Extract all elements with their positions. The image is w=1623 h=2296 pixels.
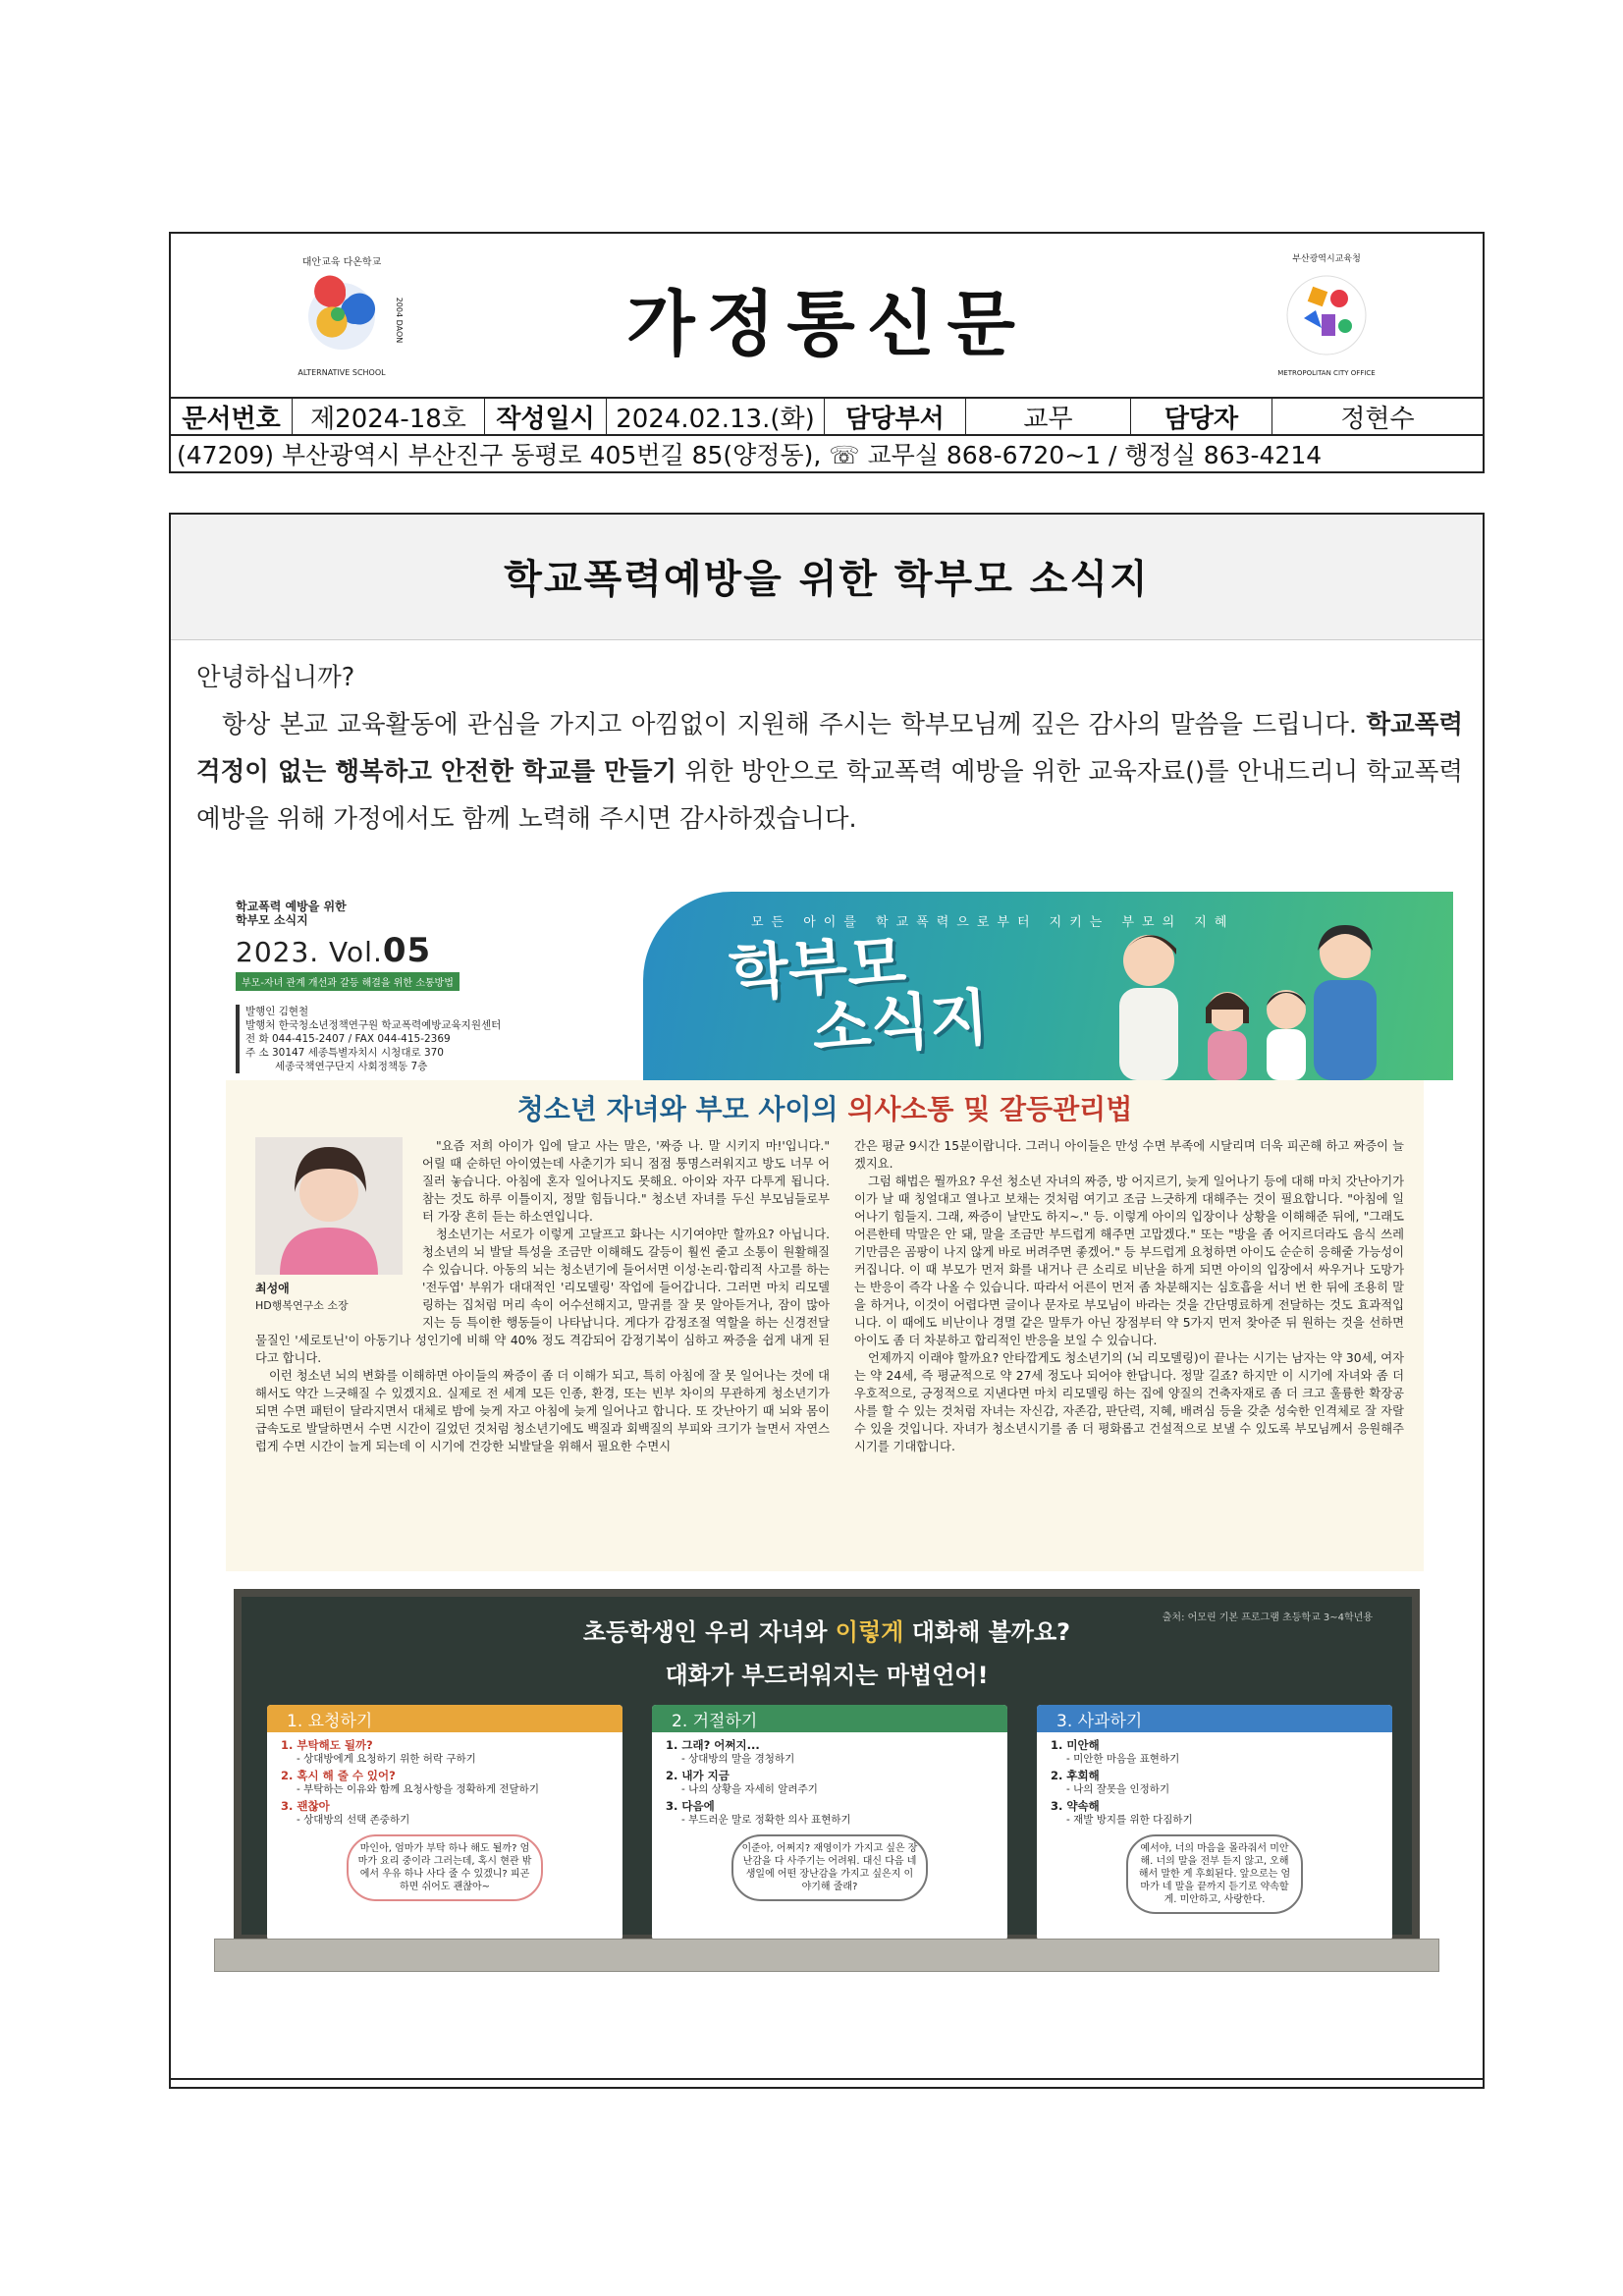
person-value: 정현수 <box>1340 404 1415 434</box>
panel-apologize-head: 3. 사과하기 <box>1037 1705 1392 1732</box>
svg-text:부산광역시교육청: 부산광역시교육청 <box>1292 254 1361 264</box>
masthead-line-2: 학부모 소식지 <box>236 913 308 927</box>
panel-refuse-item-2-title: 2. 내가 지금 <box>666 1769 730 1782</box>
panel-apologize-item-2 <box>1051 1769 1379 1782</box>
col2-para-1: 간은 평균 9시간 15분이랍니다. 그러니 아이들은 만성 수면 부족에 시달리며 더욱 피곤해 하고 짜증이 늘겠지요. <box>854 1139 1404 1171</box>
panel-apologize-item-2-desc: - 나의 잘못을 인정하기 <box>1066 1783 1170 1795</box>
svg-text:ALTERNATIVE SCHOOL: ALTERNATIVE SCHOOL <box>298 368 386 377</box>
banner-subtitle: 모든 아이를 학교폭력으로부터 지키는 부모의 지혜 <box>751 915 1235 930</box>
date-value: 2024.02.13.(화) <box>607 399 825 434</box>
article-title <box>226 1088 1424 1127</box>
greeting: 안녕하십니까? <box>196 663 355 692</box>
board-title-1a: 초등학생인 우리 자녀와 <box>582 1618 836 1646</box>
dept-value: 교무 <box>966 399 1131 434</box>
newsletter-banner <box>643 892 1453 1080</box>
publisher-address-2: 세종국책연구단지 사회정책동 7층 <box>275 1061 428 1072</box>
board-title-1b: 대화해 볼까요? <box>903 1618 1071 1646</box>
newsletter-image <box>196 892 1453 1987</box>
newsletter-article <box>226 1080 1424 1571</box>
busan-education-office-logo-icon <box>1261 249 1392 381</box>
letter-body-emphasis: 학교폭력 걱정이 없는 행복하고 안전한 학교를 만들기 <box>196 710 1463 787</box>
panel-refuse-item-3-title: 3. 다음에 <box>666 1799 715 1813</box>
panel-refuse-item-2 <box>666 1769 994 1782</box>
date-label: 작성일시 <box>485 399 607 434</box>
panel-request-item-3-title: 3. 괜찮아 <box>281 1799 330 1813</box>
letter-body <box>196 701 1463 843</box>
board-title-2: 대화가 부드러워지는 마법언어! <box>665 1662 989 1689</box>
panel-request-item-1-desc: - 상대방에게 요청하기 위한 허락 구하기 <box>297 1753 476 1765</box>
article-title-b: 의사소통 및 갈등관리법 <box>847 1093 1133 1125</box>
letter-body-part-a: 항상 본교 교육활동에 관심을 가지고 아낌없이 지원해 주시는 학부모님께 깊은 감사의 말씀을 드립니다. <box>222 710 1367 739</box>
section-title: 학교폭력예방을 위한 학부모 소식지 <box>504 557 1150 602</box>
col1-para-2: 청소년기는 서로가 이렇게 고달프고 화나는 시기여야만 할까요? 아닙니다. 청소년의 뇌 발달 특성을 조금만 이해해도 갈등이 훨씬 줄고 소통이 원활해질 수 있습니다. 아동의 뇌는 청소년기에 들어서면 이성·논리·합리적 사고를 하는 '전두엽' 부위가 대대적인 '리모델링' 작업에 들어갑니다. 그러면 마치 리모델링하는 집처럼 머리 속이 어수선해지고, 말귀를 잘 못 알아듣거나, 잠이 많아지는 등 특이한 행동들이 나타납니다. 게다가 감정조절 역할을 하는 신경전달물질인 '세로토닌'이 아동기나 성인기에 비해 약 40% 정도 격감되어 감정기복이 심하고 짜증을 쉽게 내게 된다고 합니다. <box>255 1228 830 1365</box>
col2-para-2: 그럼 해법은 뭘까요? 우선 청소년 자녀의 짜증, 방 어지르기, 늦게 일어나기 등에 대해 마치 갓난아기가 이가 날 때 칭얼대고 열나고 보채는 것처럼 여기고 조금 느긋하게 대해주는 것이 필요합니다. "아침에 일어나기 힘들지. 그래, 짜증이 날만도 하지~." 등. 이렇게 아이의 입장이나 상황을 이해해준 뒤에, "그래도 어른한테 막말은 안 돼, 말을 조금만 부드럽게 해주면 고맙겠다." 또는 "방을 좀 어지르더라도 음식 쓰레기만큼은 곰팡이 나지 않게 바로 버려주면 좋겠어." 등 부드럽게 요청하면 아이도 순순히 응해줄 가능성이 커집니다. 이 때 부모가 먼저 화를 내거나 큰 소리로 비난을 하게 되면 아이의 입장에서 싸우거나 도망가는 반응이 즉각 나올 수 있습니다. 따라서 어른이 먼저 좀 차분해지는 심호흡을 서너 번 한 뒤에 조용히 말을 하거나, 이것이 어렵다면 글이나 문자로 부모님이 바라는 것을 간단명료하게 전달하는 것도 효과적입니다. 이 때에도 비난이나 경멸 같은 말투가 아닌 장점부터 약 5가지 먼저 찾아준 뒤 원하는 것을 선하면 아이도 좀 더 차분하고 합리적인 반응을 보일 수 있습니다. <box>854 1175 1404 1347</box>
panel-apologize-speech: 예서야, 너의 마음을 몰라줘서 미안해. 너의 말을 전부 듣지 않고, 오해해서 말한 게 후회된다. 앞으로는 엄마가 네 말을 끝까지 듣기로 약속할게. 미안하고, 사랑한다. <box>1126 1834 1303 1914</box>
col1-para-1: "요즘 저희 아이가 입에 달고 사는 말은, '짜증 나. 말 시키지 마!'입니다." 어릴 때 순하던 아이였는데 사춘기가 되니 점점 퉁명스러워지고 방도 너무 어질러 놓습니다. 아침에 혼자 일어나지도 못해요. 아이와 자꾸 다투게 됩니다. 참는 것도 하루 이틀이지, 정말 힘듭니다." 청소년 자녀를 두신 부모님들로부터 가장 흔히 듣는 하소연입니다. <box>422 1139 830 1224</box>
author-float <box>255 1137 422 1319</box>
issue-tag: 부모-자녀 관계 개선과 갈등 해결을 위한 소통방법 <box>236 972 460 991</box>
doc-no-value: 제2024-18호 <box>293 399 485 434</box>
chalkboard-surface <box>234 1589 1420 1942</box>
issuer: 발행처 한국청소년정책연구원 학교폭력예방교육지원센터 <box>245 1019 502 1031</box>
panel-request-item-2 <box>281 1769 609 1782</box>
doc-no-label: 문서번호 <box>171 399 293 434</box>
publisher: 발행인 김현철 <box>245 1006 309 1017</box>
svg-text:METROPOLITAN CITY OFFICE: METROPOLITAN CITY OFFICE <box>1277 369 1376 377</box>
banner-title <box>728 926 991 1066</box>
panel-apologize-item-1-desc: - 미안한 마음을 표현하기 <box>1066 1753 1180 1765</box>
panel-refuse-item-2-desc: - 나의 상황을 자세히 알려주기 <box>681 1783 818 1795</box>
article-column-1 <box>255 1137 830 1569</box>
panel-refuse <box>652 1705 1007 1941</box>
board-source: 출처: 어모린 기본 프로그램 초등학교 3~4학년용 <box>1162 1613 1373 1623</box>
section-title-box <box>171 515 1483 640</box>
col2-para-3: 언제까지 이래야 할까요? 안타깝게도 청소년기의 (뇌 리모델링)이 끝나는 시기는 남자는 약 30세, 여자는 약 24세, 즉 평균적으로 약 27세 정도나 되어야 한답니다. 정말 길죠? 하지만 이 시기에 자녀와 좀 더 우호적으로, 긍정적으로 지낸다면 마치 리모델링 하는 집에 양질의 건축자재로 좀 더 크고 훌륭한 확장공사를 할 수 있는 것처럼 자녀는 자신감, 자존감, 판단력, 지혜, 배려심 등을 갖춘 성숙한 인격체로 잘 자랄 수 있을 것입니다. 자녀가 청소년시기를 좀 더 평화롭고 건설적으로 보낼 수 있도록 부모님께서 응원해주시기를 기대합니다. <box>854 1351 1404 1453</box>
title-row <box>171 234 1483 399</box>
panel-request-item-2-desc: - 부탁하는 이유와 함께 요청사항을 정확하게 전달하기 <box>297 1783 539 1795</box>
panel-refuse-item-1-title: 1. 그래? 어쩌지... <box>666 1738 760 1752</box>
article-title-a: 청소년 자녀와 부모 사이의 <box>516 1093 848 1125</box>
article-column-2 <box>854 1137 1404 1569</box>
panel-apologize-item-2-title: 2. 후회해 <box>1051 1769 1100 1782</box>
panel-apologize-item-1-title: 1. 미안해 <box>1051 1738 1100 1752</box>
volume-no: 05 <box>382 931 432 970</box>
panel-request <box>267 1705 622 1941</box>
panel-refuse-item-3-desc: - 부드러운 말로 정확한 의사 표현하기 <box>681 1814 851 1826</box>
panel-request-item-3 <box>281 1799 609 1813</box>
panel-request-head: 1. 요청하기 <box>267 1705 622 1732</box>
panel-refuse-item-1-desc: - 상대방의 말을 경청하기 <box>681 1753 795 1765</box>
panel-request-speech: 마인아, 엄마가 부탁 하나 해도 될까? 엄마가 요리 중이라 그러는데, 혹시 현관 밖에서 우유 하나 사다 줄 수 있겠니? 피곤하면 쉬어도 괜찮아~ <box>347 1834 543 1901</box>
dept-label: 담당부서 <box>825 399 966 434</box>
panel-apologize-item-3-title: 3. 약속해 <box>1051 1799 1100 1813</box>
panel-apologize-item-3-desc: - 재발 방지를 위한 다짐하기 <box>1066 1814 1193 1826</box>
panel-apologize-body <box>1037 1732 1392 1920</box>
content-bottom-rule <box>171 2078 1483 2080</box>
panel-refuse-item-3 <box>666 1799 994 1813</box>
chalkboard <box>214 1589 1439 1977</box>
board-title-1-highlight: 이렇게 <box>835 1618 904 1646</box>
panel-refuse-item-1 <box>666 1738 994 1752</box>
address-row: (47209) 부산광역시 부산진구 동평로 405번길 85(양정동), ☏ 교무실 868-6720~1 / 행정실 863-4214 <box>177 441 1323 469</box>
banner-title-line-1: 학부모 <box>727 925 908 1011</box>
author-portrait <box>255 1137 403 1275</box>
family-illustration <box>1060 921 1424 1080</box>
panel-request-item-1-title: 1. 부탁해도 될까? <box>281 1738 373 1752</box>
col1-para-3: 이런 청소년 뇌의 변화를 이해하면 아이들의 짜증이 좀 더 이해가 되고, 특히 아침에 잘 못 일어나는 것에 대해서도 약간 느긋해질 수 있겠지요. 실제로 전 세계 모든 인종, 환경, 또는 빈부 차이의 무관하게 청소년기가 되면 수면 패턴이 달라지면서 대체로 밤에 늦게 자고 아침에 늦게 일어나고 합니다. 또 갓난아기 때 뇌와 몸이 급속도로 발달하면서 수면 시간이 길었던 것처럼 청소년기에도 백질과 회백질의 부피와 크기가 늘면서 자연스럽게 수면 시간이 늘게 되는데 이 시기에 건강한 뇌발달을 위해서 필요한 수면시 <box>255 1369 830 1453</box>
panel-refuse-speech: 이준아, 어쩌지? 재영이가 가지고 싶은 장난감을 다 사주기는 어려워. 대신 다음 네 생일에 어떤 장난감을 가지고 싶은지 이야기해 줄래? <box>731 1834 928 1901</box>
newsletter-masthead <box>236 900 609 1076</box>
panel-refuse-body <box>652 1732 1007 1907</box>
document-title: 가정통신문 <box>626 282 1027 365</box>
masthead-line-1: 학교폭력 예방을 위한 <box>236 900 347 913</box>
panel-refuse-head: 2. 거절하기 <box>652 1705 1007 1732</box>
panel-request-body <box>267 1732 622 1907</box>
author-name: 최성애 <box>255 1282 290 1295</box>
publisher-address-1: 주 소 30147 세종특별자치시 시청대로 370 <box>245 1047 444 1059</box>
volume-number <box>236 931 609 970</box>
greeting-letter <box>196 654 1463 843</box>
banner-title-line-2: 소식지 <box>809 980 992 1066</box>
document-header <box>169 232 1485 473</box>
panel-apologize-item-1 <box>1051 1738 1379 1752</box>
panel-apologize-item-3 <box>1051 1799 1379 1813</box>
letter-body-part-b: 위한 방안으로 학교폭력 예방을 위한 교육자료()를 안내드리니 학교폭력예방을 위해 가정에서도 함께 노력해 주시면 감사하겠습니다. <box>196 757 1463 834</box>
panel-request-item-3-desc: - 상대방의 선택 존중하기 <box>297 1814 410 1826</box>
publisher-info <box>236 1005 609 1073</box>
panel-apologize <box>1037 1705 1392 1941</box>
volume-prefix: 2023. Vol. <box>236 936 383 968</box>
document-info-row <box>171 399 1483 436</box>
svg-text:대안교육 다온학교: 대안교육 다온학교 <box>301 257 382 268</box>
person-label: 담당자 <box>1131 399 1272 434</box>
panel-request-item-2-title: 2. 혹시 해 줄 수 있어? <box>281 1769 396 1782</box>
publisher-phone: 전 화 044-415-2407 / FAX 044-415-2369 <box>245 1033 451 1045</box>
svg-text:2004 DAON: 2004 DAON <box>395 297 404 344</box>
chalkboard-base <box>214 1939 1439 1972</box>
board-title-1 <box>242 1613 1412 1647</box>
author-title: HD행복연구소 소장 <box>255 1299 349 1312</box>
panel-request-item-1 <box>281 1738 609 1752</box>
